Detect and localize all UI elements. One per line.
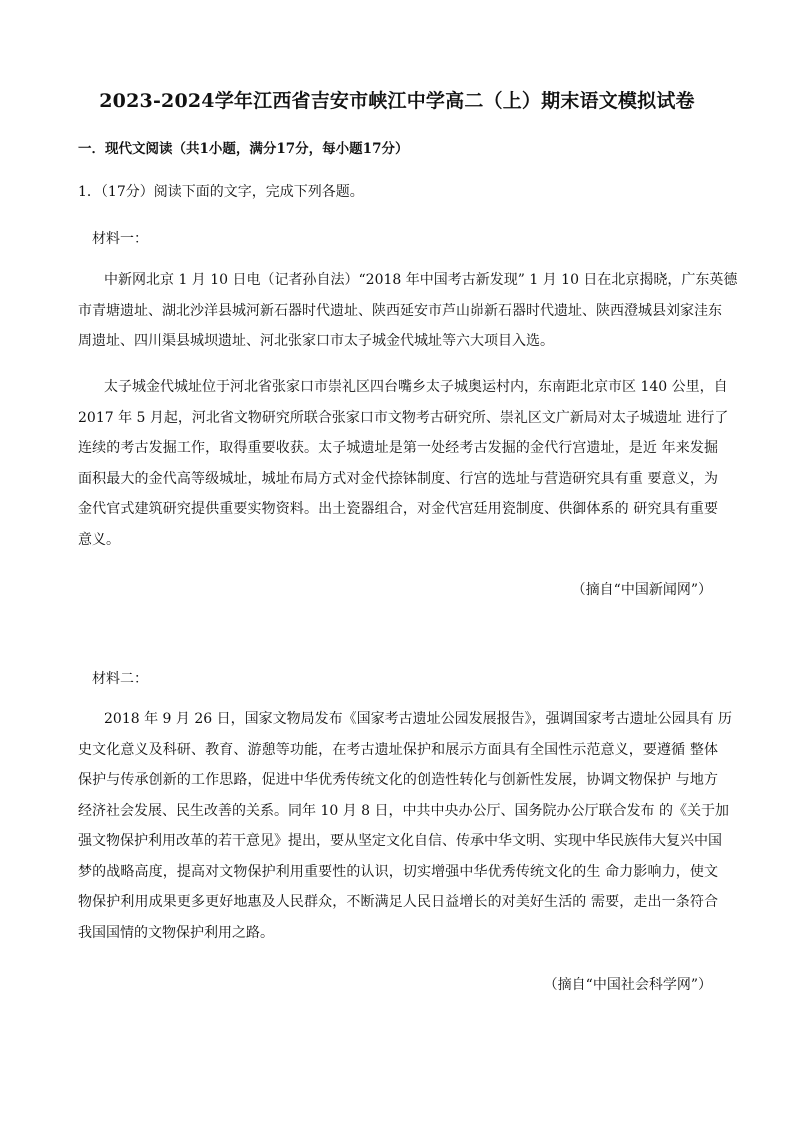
text-line: 意义。 — [78, 531, 120, 548]
text-line: 面积最大的金代高等级城址，城址布局方式对金代捺钵制度、行宫的选址与营造研究具有重 要意义，为 — [78, 470, 718, 487]
material-two-paragraph — [78, 704, 733, 948]
text-line: 保护与传承创新的工作思路，促进中华优秀传统文化的创造性转化与创新性发展，协调文物保护 与地方 — [78, 772, 718, 788]
text-line: 金代官式建筑研究提供重要实物资料。出土瓷器组合，对金代宫廷用瓷制度、供御体系的 研究具有重要 — [78, 501, 718, 517]
text-line: 中新网北京 1 月 10 日电（记者孙自法）“2018 年中国考古新发现” 1 月 10 日在北京揭晓，广东英德 — [104, 272, 738, 288]
text-line: 梦的战略高度，提高对文物保护利用重要性的认识，切实增强中华优秀传统文化的生 命力影响力，使文 — [78, 863, 718, 880]
text-line: 2017 年 5 月起，河北省文物研究所联合张家口市文物考古研究所、崇礼区文广新局对太子城遗址 进行了 — [78, 409, 729, 426]
text-line: 经济社会发展、民生改善的关系。同年 10 月 8 日，中共中央办公厅、国务院办公厅联合发布 的《关于加 — [78, 802, 729, 819]
section-heading: 一．现代文阅读（共1小题，满分17分，每小题17分） — [78, 141, 409, 157]
text-line: 市青塘遗址、湖北沙洋县城河新石器时代遗址、陕西延安市芦山峁新石器时代遗址、陕西澄城县刘家洼东 — [78, 302, 722, 319]
material-one-label: 材料一： — [92, 231, 148, 247]
text-line: 周遗址、四川渠县城坝遗址、河北张家口市太子城金代城址等六大项目入选。 — [78, 333, 554, 349]
text-line: 史文化意义及科研、教育、游憩等功能，在考古遗址保护和展示方面具有全国性示范意义，要遵循 整体 — [78, 741, 718, 758]
question-prompt: 1．（17分）阅读下面的文字，完成下列各题。 — [78, 184, 364, 200]
material-two-source: （摘自“中国社会科学网”） — [543, 977, 712, 993]
exam-title: 2023-2024学年江西省吉安市峡江中学高二（上）期末语文模拟试卷 — [99, 90, 695, 112]
text-line: 太子城金代城址位于河北省张家口市崇礼区四台嘴乡太子城奥运村内，东南距北京市区 140 公里，自 — [104, 379, 728, 395]
text-line: 我国国情的文物保护利用之路。 — [78, 924, 274, 941]
text-line: 物保护利用成果更多更好地惠及人民群众，不断满足人民日益增长的对美好生活的 需要，走出一条符合 — [78, 894, 718, 910]
text-line: 强文物保护利用改革的若干意见》提出，要从坚定文化自信、传承中华文明、实现中华民族伟大复兴中国 — [78, 833, 722, 849]
material-two-label: 材料二： — [92, 671, 148, 687]
material-one-source: （摘自“中国新闻网”） — [571, 582, 712, 598]
material-one-paragraph-two — [78, 372, 729, 555]
text-line: 2018 年 9 月 26 日，国家文物局发布《国家考古遗址公园发展报告》，强调国家考古遗址公园具有 历 — [104, 711, 733, 727]
material-one-paragraph-one — [78, 265, 738, 357]
text-line: 连续的考古发掘工作，取得重要收获。太子城遗址是第一处经考古发掘的金代行宫遗址，是近 年来发掘 — [78, 440, 718, 456]
